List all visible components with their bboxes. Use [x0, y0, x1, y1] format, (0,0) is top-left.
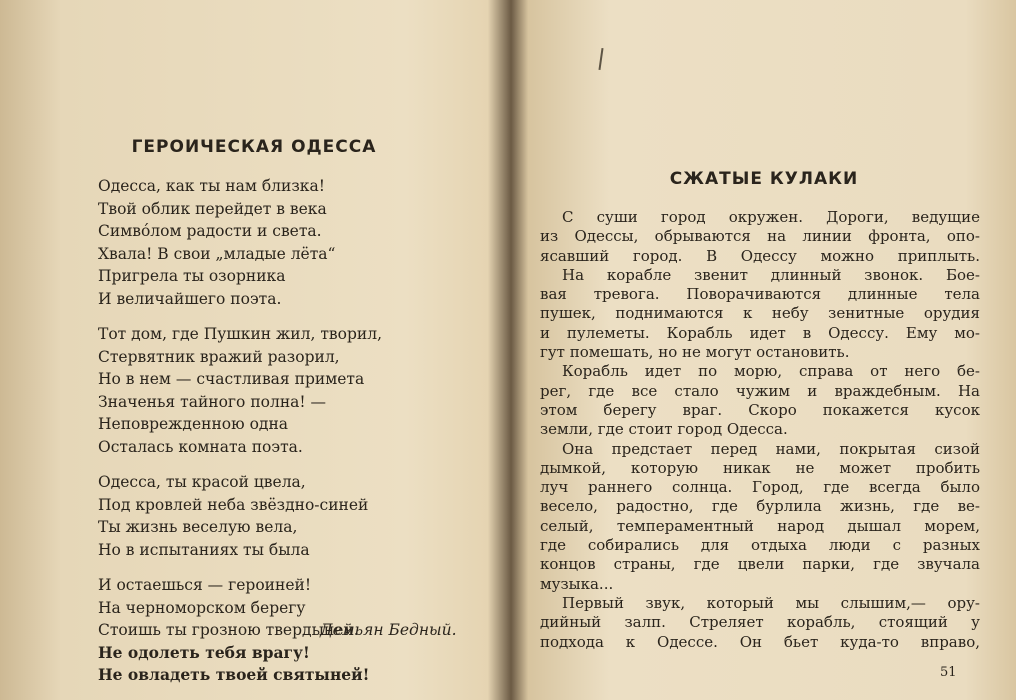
poem-line: Осталась комната поэта. [98, 437, 303, 456]
text-line: музыка... [540, 574, 614, 593]
poem-line: Пригрела ты озорника [98, 267, 286, 285]
poem-line: Не овладеть твоей святыней! [98, 665, 370, 684]
prose-text [540, 208, 980, 652]
text-line: рег, где все стало чужим и враждебным. На [540, 381, 980, 400]
poem-line: Ты жизнь веселую вела, [98, 518, 298, 536]
poem-line: Одесса, ты красой цвела, [98, 473, 306, 491]
poem-line: На черноморском берегу [98, 598, 306, 617]
poem-line: Но в испытаниях ты была [98, 540, 310, 559]
text-line: селый, темпераментный народ дышал морем, [540, 516, 980, 535]
poem-line: Стоишь ты грозною твердыней. [98, 621, 359, 639]
text-line: и пулеметы. Корабль идет в Одессу. Ему мо- [540, 323, 980, 342]
stanza-3 [98, 471, 498, 561]
poem-author: Демьян Бедный. [320, 621, 457, 639]
poem-line: Одесса, как ты нам близка! [98, 177, 325, 195]
chapter-title: СЖАТЫЕ КУЛАКИ [669, 169, 859, 189]
text-line: дымкой, которую никак не может пробить [540, 458, 980, 477]
text-line: дийный залп. Стреляет корабль, стоящий у [540, 613, 980, 632]
pencil-mark [598, 48, 603, 70]
text-line: где собирались для отдыха люди с разных [540, 536, 980, 555]
poem-line: Значенья тайного полна! — [98, 392, 327, 411]
text-line: С суши город окружен. Дороги, ведущие [562, 208, 980, 226]
text-line: земли, где стоит город Одесса. [540, 420, 788, 439]
poem-line: Хвала! В свои „младые лёта“ [98, 244, 336, 263]
poem-line: Но в нем — счастливая примета [98, 370, 365, 388]
text-line: На корабле звенит длинный звонок. Бое- [562, 265, 980, 284]
text-line: пушек, поднимаются к небу зенитные орудия [540, 304, 980, 323]
text-line: этом берегу враг. Скоро покажется кусок [540, 400, 980, 419]
text-line: Первый звук, который мы слышим,— ору- [562, 593, 980, 612]
text-line: Корабль идет по морю, справа от него бе- [562, 362, 980, 381]
poem-line: Тот дом, где Пушкин жил, творил, [98, 325, 382, 343]
text-line: ясавший город. В Одессу можно приплыть. [540, 246, 980, 265]
stanza-2 [98, 323, 498, 458]
text-line: весело, радостно, где бурлила жизнь, где ве- [540, 497, 980, 516]
page-number: 51 [940, 665, 957, 680]
stanza-1 [98, 175, 498, 310]
poem-line: Твой облик перейдет в века [98, 199, 327, 218]
text-line: подхода к Одессе. Он бьет куда-то вправо, [540, 632, 980, 651]
text-line: из Одессы, обрываются на линии фронта, опо- [540, 227, 980, 246]
poem-line: Под кровлей неба звёздно-синей [98, 495, 369, 514]
text-line: луч раннего солнца. Город, где всегда было [540, 478, 980, 497]
text-line: гут помешать, но не могут остановить. [540, 343, 850, 362]
poem-title: ГЕРОИЧЕСКАЯ ОДЕССА [131, 137, 377, 157]
text-line: вая тревога. Поворачиваются длинные тела [540, 285, 980, 304]
poem-line: Неповрежденною одна [98, 415, 289, 433]
text-line: концов страны, где цвели парки, где звучала [540, 555, 980, 574]
text-line: Она предстает перед нами, покрытая сизой [562, 439, 980, 458]
poem-line: Симво́лом радости и света. [98, 222, 322, 240]
poem-line: Не одолеть тебя врагу! [98, 642, 310, 662]
poem-line: И остаешься — героиней! [98, 576, 312, 594]
poem-line: И величайшего поэта. [98, 289, 282, 308]
right-page [512, 0, 1016, 700]
poem-line: Стервятник вражий разорил, [98, 347, 340, 366]
